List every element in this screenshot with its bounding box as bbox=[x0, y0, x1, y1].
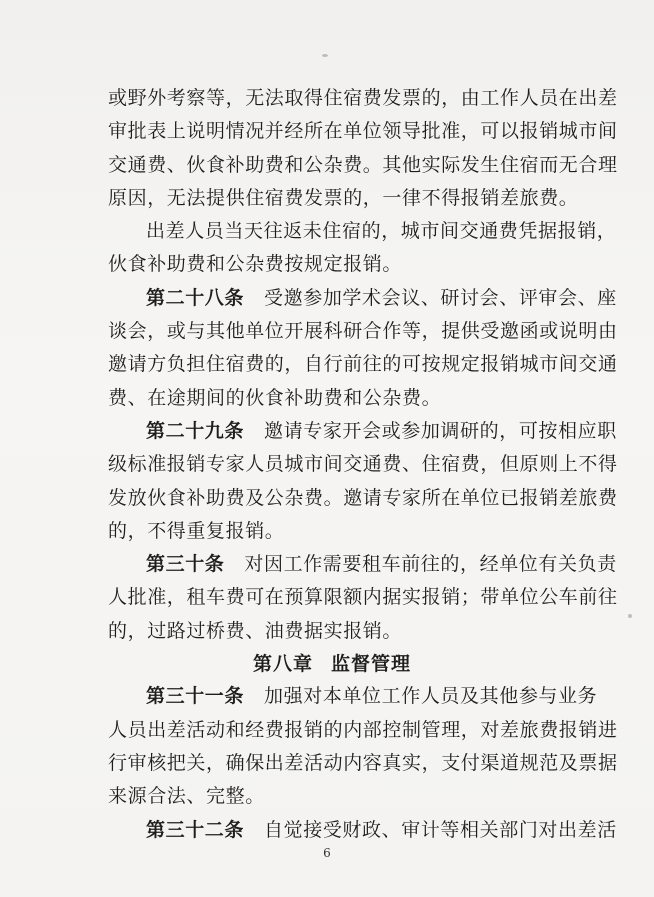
text-line: 自觉接受财政、审计等相关部门对出差活 bbox=[264, 818, 617, 841]
text-line: 级标准报销专家人员城市间交通费、住宿费，但原则上不得 bbox=[108, 453, 618, 476]
article-30-first-line bbox=[108, 548, 617, 580]
article-30-heading: 第三十条 bbox=[146, 553, 225, 576]
article-32-heading: 第三十二条 bbox=[146, 818, 245, 841]
chapter-heading bbox=[108, 648, 556, 680]
text-line: 人批准，租车费可在预算限额内据实报销；带单位公车前往 bbox=[108, 586, 618, 609]
text-line: 来源合法、完整。 bbox=[108, 785, 265, 808]
text-line: 出差人员当天往返未住宿的，城市间交通费凭据报销， bbox=[146, 220, 617, 243]
text-line: 原因，无法提供住宿费发票的，一律不得报销差旅费。 bbox=[108, 186, 579, 209]
article-28-first-line bbox=[108, 282, 617, 314]
text-line: 谈会，或与其他单位开展科研合作等，提供受邀函或说明由 bbox=[108, 320, 618, 343]
text-line: 审批表上说明情况并经所在单位领导批准，可以报销城市间 bbox=[108, 120, 618, 143]
article-31-first-line bbox=[108, 680, 598, 712]
text-line: 的，过路过桥费、油费据实报销。 bbox=[108, 619, 403, 642]
text-line: 邀请专家开会或参加调研的，可按相应职 bbox=[264, 419, 617, 442]
scan-speck bbox=[628, 614, 632, 618]
text-line: 行审核把关，确保出差活动内容真实，支付渠道规范及票据 bbox=[108, 751, 618, 774]
text-line: 加强对本单位工作人员及其他参与业务 bbox=[264, 685, 598, 708]
article-31-heading: 第三十一条 bbox=[146, 685, 245, 708]
page-number: 6 bbox=[323, 846, 331, 860]
article-29-heading: 第二十九条 bbox=[146, 419, 245, 442]
document-body bbox=[108, 82, 618, 847]
text-line: 或野外考察等，无法取得住宿费发票的，由工作人员在出差 bbox=[108, 87, 618, 109]
text-line: 对因工作需要租车前往的，经单位有关负责 bbox=[244, 553, 617, 576]
scan-speck bbox=[322, 54, 328, 57]
text-line: 发放伙食补助费及公杂费。邀请专家所在单位已报销差旅费 bbox=[108, 486, 618, 509]
chapter-title: 监督管理 bbox=[331, 653, 412, 676]
article-29-first-line bbox=[108, 415, 617, 447]
text-line: 伙食补助费和公杂费按规定报销。 bbox=[108, 253, 403, 276]
article-32-first-line bbox=[108, 814, 617, 846]
text-line: 人员出差活动和经费报销的内部控制管理，对差旅费报销进 bbox=[108, 718, 618, 741]
text-line: 的，不得重复报销。 bbox=[108, 519, 285, 542]
text-line: 交通费、伙食补助费和公杂费。其他实际发生住宿而无合理 bbox=[108, 153, 618, 176]
text-line: 邀请方负担住宿费的，自行前往的可按规定报销城市间交通 bbox=[108, 353, 618, 376]
article-28-heading: 第二十八条 bbox=[146, 286, 245, 309]
text-line: 受邀参加学术会议、研讨会、评审会、座 bbox=[264, 286, 617, 309]
chapter-number: 第八章 bbox=[252, 653, 313, 676]
text-line: 费、在途期间的伙食补助费和公杂费。 bbox=[108, 386, 442, 409]
